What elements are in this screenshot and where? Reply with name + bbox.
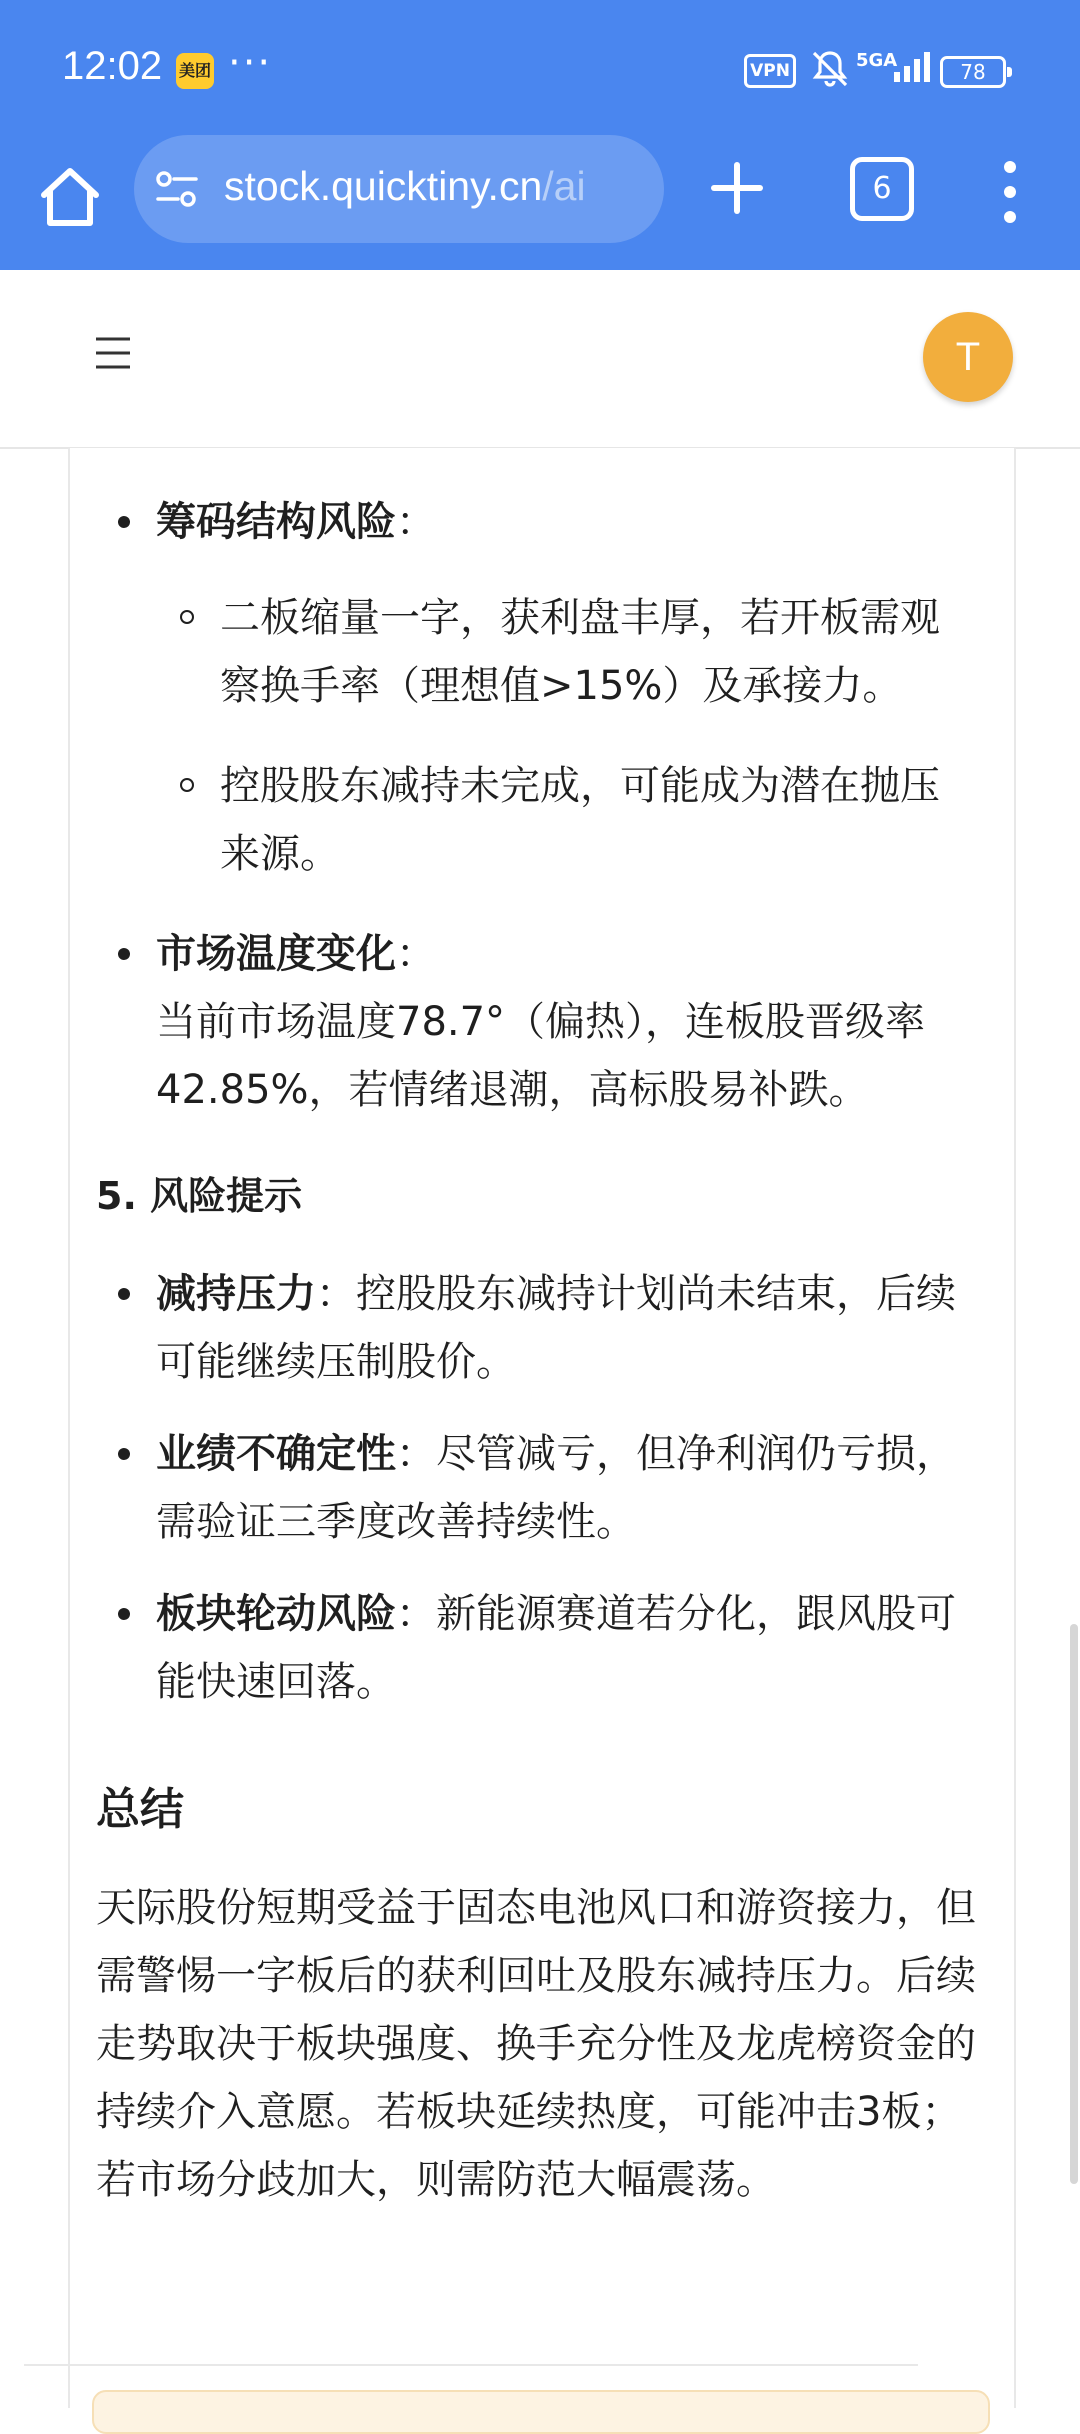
tabs-icon[interactable]: 6 xyxy=(850,157,914,221)
risk-warning-list xyxy=(96,1260,976,1716)
item-text: 当前市场温度78.7°（偏热），连板股晋级率42.85%，若情绪退潮，高标股易补跌。 xyxy=(156,999,926,1113)
list-item: 市场温度变化： 当前市场温度78.7°（偏热），连板股晋级率42.85%，若情绪退潮，高标股易补跌。 xyxy=(96,920,976,1124)
list-item: 板块轮动风险：新能源赛道若分化，跟风股可能快速回落。 xyxy=(96,1580,976,1716)
content-divider xyxy=(24,2364,918,2366)
summary-heading: 总结 xyxy=(96,1784,184,1835)
mute-bell-icon xyxy=(808,47,852,91)
site-header xyxy=(0,270,1080,449)
item-label: 减持压力 xyxy=(156,1271,316,1317)
summary-paragraph: 天际股份短期受益于固态电池风口和游资接力，但需警惕一字板后的获利回吐及股东减持压力。后续走势取决于板块强度、换手充分性及龙虎榜资金的持续介入意愿。若板块延续热度，可能冲击3板；若市场分歧加大，则需防范大幅震荡。 xyxy=(96,1885,976,2203)
content-card xyxy=(68,448,1016,2408)
risk-factor-list xyxy=(96,488,976,1124)
hamburger-icon[interactable] xyxy=(94,336,132,370)
item-text: 新能源赛道若分化，跟风股可能快速回落。 xyxy=(156,1591,956,1705)
sub-list-item: 二板缩量一字，获利盘丰厚，若开板需观察换手率（理想值>15%）及承接力。 xyxy=(156,584,976,720)
url-domain: stock.quicktiny.cn xyxy=(224,163,543,209)
item-label: 板块轮动风险 xyxy=(156,1591,396,1637)
status-time: 12:02 xyxy=(62,44,163,88)
signal-icon xyxy=(892,50,936,84)
url-text[interactable] xyxy=(224,163,586,210)
more-notifications-indicator: ··· xyxy=(228,40,273,86)
item-text: 尽管减亏，但净利润仍亏损，需验证三季度改善持续性。 xyxy=(156,1431,956,1545)
avatar[interactable]: T xyxy=(923,312,1013,402)
callout-box xyxy=(92,2390,990,2434)
list-item: 筹码结构风险： 二板缩量一字，获利盘丰厚，若开板需观察换手率（理想值>15%）及承接力。 控股股东减持未完成，可能成为潜在抛压来源。 xyxy=(96,488,976,888)
vpn-icon: VPN xyxy=(744,54,796,88)
browser-chrome xyxy=(0,0,1080,270)
scrollbar[interactable] xyxy=(1070,1624,1078,2184)
battery-indicator: 78 xyxy=(940,56,1006,88)
address-bar[interactable] xyxy=(134,135,664,243)
kebab-menu-icon[interactable] xyxy=(990,157,1030,227)
site-settings-icon[interactable] xyxy=(154,167,200,211)
item-text: 控股股东减持计划尚未结束，后续可能继续压制股价。 xyxy=(156,1271,956,1385)
ai-analysis-content xyxy=(96,448,976,2214)
home-icon[interactable] xyxy=(30,157,110,237)
browser-toolbar xyxy=(0,135,1080,270)
url-path: /ai xyxy=(542,163,586,209)
plus-icon[interactable] xyxy=(706,157,768,219)
list-item: 减持压力：控股股东减持计划尚未结束，后续可能继续压制股价。 xyxy=(96,1260,976,1396)
item-label: 业绩不确定性 xyxy=(156,1431,396,1477)
sub-list-item: 控股股东减持未完成，可能成为潜在抛压来源。 xyxy=(156,752,976,888)
item-label: 市场温度变化 xyxy=(156,931,396,977)
section-heading: 5. 风险提示 xyxy=(96,1174,303,1218)
network-type: 5GA xyxy=(856,50,898,71)
list-item: 业绩不确定性：尽管减亏，但净利润仍亏损，需验证三季度改善持续性。 xyxy=(96,1420,976,1556)
status-bar xyxy=(0,0,1080,135)
meituan-notification-icon: 美团 xyxy=(176,53,214,89)
sub-list xyxy=(156,584,976,888)
item-label: 筹码结构风险 xyxy=(156,499,396,545)
